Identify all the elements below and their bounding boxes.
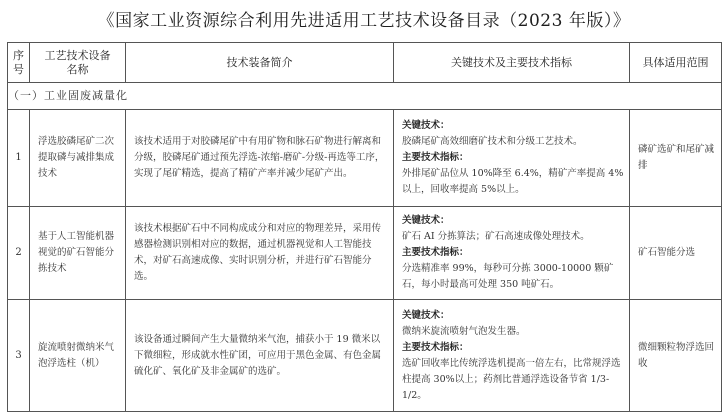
metric-label: 主要技术指标： [402,247,469,258]
key-tech-text: 胶磷尾矿高效细磨矿技术和分级工艺技术。 [402,136,583,147]
section-label: （一）工业固废减量化 [8,83,722,110]
tech-name: 基于人工智能机器视觉的矿石智能分拣技术 [38,231,115,274]
row-number: 1 [8,110,30,207]
row-number: 2 [8,207,30,300]
catalog-table [7,42,722,412]
header-scope: 具体适用范围 [630,43,722,83]
scope: 磷矿选矿和尾矿减排 [638,144,715,171]
key-tech-label: 关键技术： [402,215,450,226]
metric-text: 分选精准率 99%，每秒可分拣 3000-10000 颗矿石，每小时最高可处理 350 吨矿石。 [402,263,614,290]
table-row [8,207,722,300]
header-intro: 技术装备简介 [126,43,394,83]
tech-name: 浮选胶磷尾矿二次提取磷与减排集成技术 [38,136,115,179]
scope: 微细颗粒物浮选回收 [638,341,715,369]
row-number: 3 [8,300,30,412]
metric-label: 主要技术指标： [402,341,469,353]
section-row [8,83,722,110]
metric-text: 选矿回收率比传统浮选机提高一倍左右，比常规浮选柱提高 30%以上；药剂比普通浮选设备节省 1/3-1/2。 [402,357,621,401]
key-tech-text: 微纳米旋流喷射气泡发生器。 [402,325,526,337]
tech-intro: 该设备通过瞬间产生大量微纳米气泡，捕获小于 19 微米以下微细粒，形成就水性矿团，可应用于黑色金属、有色金属硫化矿、氧化矿及非金属矿的选矿。 [134,333,382,377]
metric-label: 主要技术指标： [402,152,469,163]
key-tech-text: 矿石 AI 分拣算法；矿石高速成像处理技术。 [402,231,590,242]
key-tech-label: 关键技术： [402,309,450,321]
header-key: 关键技术及主要技术指标 [394,43,630,83]
scope: 矿石智能分选 [638,247,696,258]
table-row [8,300,722,412]
header-no: 序号 [8,43,30,83]
tech-intro: 该技术根据矿石中不同构成成分和对应的物理差异，采用传感器检测识别相对应的数据，通过机器视觉和人工智能技术，对矿石高速成像、实时识别分析，并进行矿石智能分选。 [134,223,382,282]
document-title: 《国家工业资源综合利用先进适用工艺技术设备目录（2023 年版）》 [97,11,631,31]
table-row [8,110,722,207]
metric-text: 外排尾矿品位从 10%降至 6.4%，精矿产率提高 4%以上，回收率提高 5%以上。 [402,168,624,195]
tech-name: 旋流喷射微纳米气泡浮选柱（机） [38,341,115,369]
header-row [8,43,722,83]
tech-intro: 该技术适用于对胶磷尾矿中有用矿物和脉石矿物进行解离和分级，胶磷尾矿通过预先浮选-浓缩-磨矿-分级-再选等工序，实现了尾矿精选，提高了精矿产率并减少尾矿产出。 [134,136,385,179]
key-tech-label: 关键技术： [402,120,450,131]
header-name: 工艺技术设备名称 [30,43,126,83]
